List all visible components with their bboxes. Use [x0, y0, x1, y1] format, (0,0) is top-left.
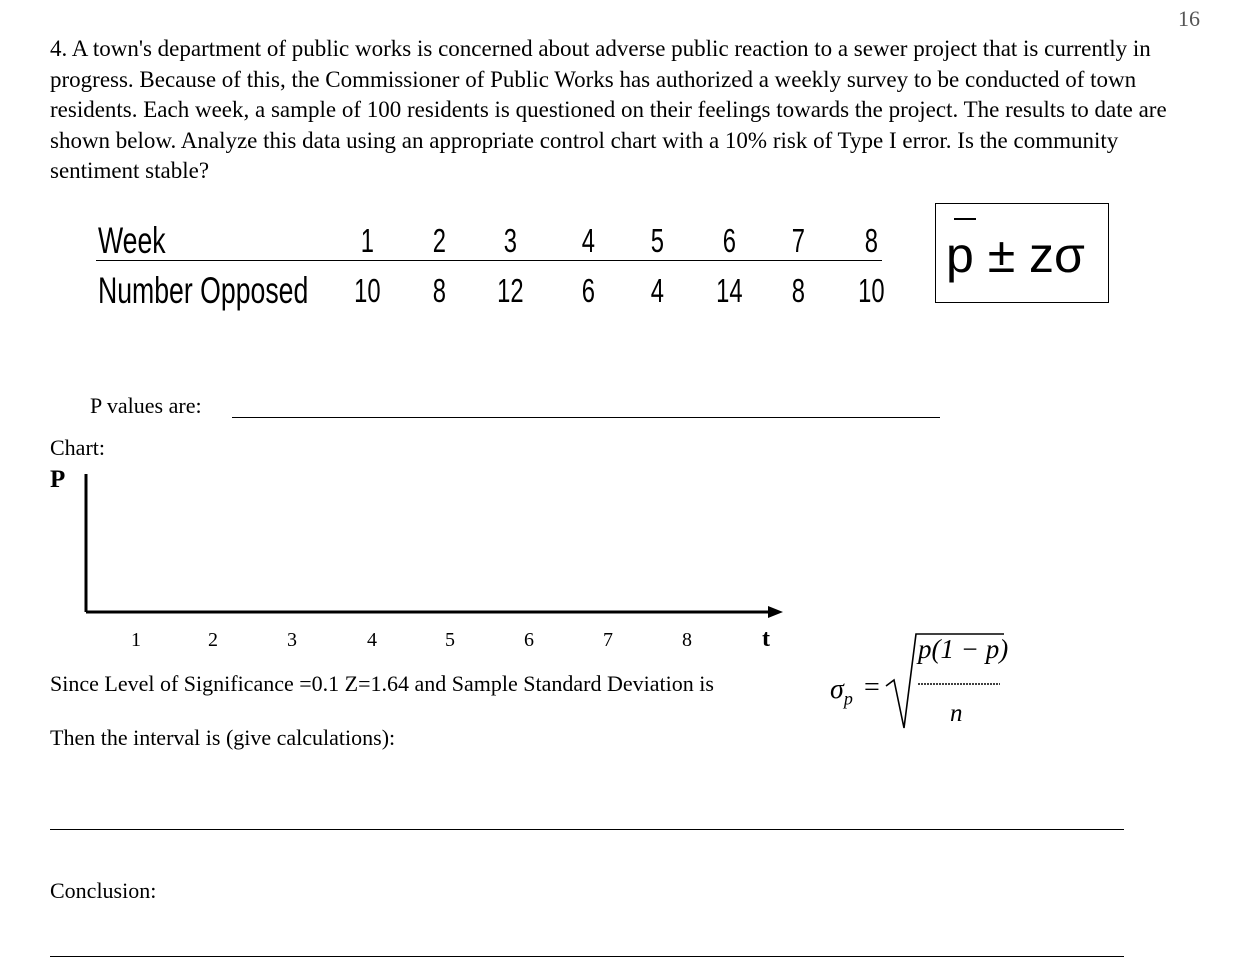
sigma-denominator: n [950, 700, 963, 727]
week-cell: 6 [722, 222, 737, 259]
week-cell: 3 [503, 222, 518, 259]
p-values-label: P values are: [90, 393, 202, 418]
significance-statement: Since Level of Significance =0.1 Z=1.64 and Sample Standard Deviation is [50, 671, 714, 696]
week-cell: 7 [791, 222, 806, 259]
number-opposed-label: Number Opposed [98, 270, 309, 311]
week-cell: 2 [432, 222, 447, 259]
opposed-cell: 10 [858, 272, 885, 309]
x-axis-arrowhead [768, 606, 783, 618]
x-tick-label: 6 [524, 629, 534, 651]
x-tick-label: 1 [131, 629, 141, 651]
week-cell: 8 [864, 222, 879, 259]
chart-label: Chart: [50, 435, 105, 460]
opposed-cell: 14 [716, 272, 743, 309]
x-tick-label: 4 [367, 629, 377, 651]
x-tick-label: 3 [287, 629, 297, 651]
sigma-symbol: $\sigma_p$ [830, 674, 853, 709]
x-tick-label: 8 [682, 629, 692, 651]
week-label: Week [98, 220, 166, 261]
opposed-cell: 8 [432, 272, 447, 309]
conclusion-answer-line[interactable] [50, 956, 1124, 957]
x-tick-label: 2 [208, 629, 218, 651]
problem-statement: 4. A town's department of public works is concerned about adverse public reaction to a sewer project that is currently in progress. Because of this, the Commissioner of Public Works has authorized a weekly survey to be conducted of town residents. Each week, a sample of 100 residents is questioned on their feelings towards the project. The results to date are shown below. Analyze this data using an appropriate control chart with a 10% risk of Type I error. Is the community sentiment stable? [50, 36, 1167, 183]
week-cell: 4 [581, 222, 596, 259]
page-number: 16 [1178, 6, 1200, 31]
opposed-cell: 8 [791, 272, 806, 309]
x-axis-label: t [762, 626, 770, 652]
y-axis-label: P [50, 466, 66, 493]
opposed-cell: 6 [581, 272, 596, 309]
x-tick-label: 5 [445, 629, 455, 651]
conclusion-label: Conclusion: [50, 878, 157, 903]
equals-sign: = [864, 672, 880, 703]
x-tick-label: 7 [603, 629, 613, 651]
opposed-cell: 4 [650, 272, 665, 309]
week-cell: 5 [650, 222, 665, 259]
interval-label: Then the interval is (give calculations): [50, 725, 396, 750]
week-cell: 1 [360, 222, 375, 259]
control-limit-formula: p ± zσ [946, 227, 1085, 283]
sigma-numerator: p(1 − p) [918, 634, 1009, 664]
opposed-cell: 10 [354, 272, 381, 309]
opposed-cell: 12 [497, 272, 524, 309]
interval-answer-line[interactable] [50, 829, 1124, 830]
